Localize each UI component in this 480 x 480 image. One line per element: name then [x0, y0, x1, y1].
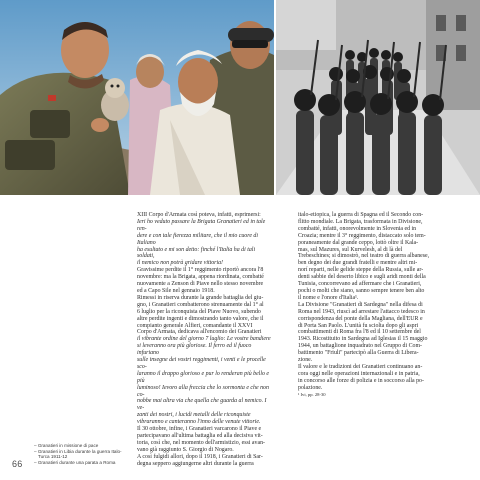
- text-line: dere e con tale fierezza militare, che il mio cuore di Italiano: [137, 232, 258, 246]
- text-line: zione.: [298, 357, 313, 364]
- text-line: zanti dei nostri, i lucidi metalli delle riconquiste: [137, 412, 251, 419]
- text-line: Il valore e le tradizioni dei Granatieri continuano an-: [298, 363, 423, 370]
- text-line: di Porta San Paolo. L'unità fu sciolta dopo gli aspri: [298, 322, 419, 329]
- photo-libya-grenadiers: [276, 0, 480, 195]
- text-line: Croazia; mentre il 3° reggimento, distaccato solo tem-: [298, 232, 426, 239]
- text-line: combattimenti di Roma fra l'8 ed il 10 settembre del: [298, 329, 421, 336]
- text-line: si leveranno ora più gloriose. Il ferro ed il fuoco infuriano: [137, 343, 252, 357]
- text-line: Ieri ho veduto passare la Brigata Granatieri ed in tale ren-: [137, 218, 266, 232]
- text-line: Gravissime perdite il 1° reggimento riportò ancora l'8: [137, 267, 264, 274]
- text-line: polazione.: [298, 384, 323, 391]
- text-line: altre perdite ingenti e dimostrando tanto valore, che il: [137, 315, 264, 322]
- text-line: corrispondenza del ponte della Magliana, dell'EUR e: [298, 315, 423, 322]
- photo-peacekeeping-mission: [0, 0, 274, 195]
- text-line: partecipavano all'ultima battaglia ed alla decisiva vit-: [137, 433, 263, 439]
- text-line: 1944, un battaglione inquadrato nel Gruppo di Com-: [298, 343, 423, 350]
- text-line: Tunisia, concorrevano ad affermare che i Granatieri,: [298, 281, 422, 288]
- text-line: degna seppero aggiungerne altri durante la guerra: [137, 460, 254, 467]
- text-line: norí reparti, nelle gelide steppe della Russia, sulle ar-: [298, 267, 424, 274]
- text-line: XIII Corpo d'Armata così poteva, infatti, esprimersi:: [137, 212, 261, 218]
- text-line: novembre: ma la Brigata, appena riordinata, combatté: [137, 274, 264, 281]
- footnote: ¹ Ivi, pp. 28-30: [298, 391, 326, 397]
- text-line: battimento "Friuli" partecipò alla Guerra di Libera-: [298, 350, 419, 357]
- text-line: Trebeschines; si dimostrò, nel teatro di guerra albanese,: [298, 253, 430, 260]
- text-line: nuovamente a Zenson di Piave nello stesso novembre: [137, 281, 264, 288]
- text-line: il nemico non potrà gridare vittoria!: [137, 260, 224, 267]
- text-line: il vibrante ordine del giorno 7 luglio: Le vostre bandiere: [137, 336, 271, 343]
- text-line: toria, così che, nel momento dell'armistizio, essi avan-: [137, 439, 266, 446]
- text-line: 1943. Ricostituito in Sardegna ad Iglesias il 15 maggio: [298, 336, 428, 343]
- text-line: combatté, infatti, onorevolmente in Slovenia ed in: [298, 225, 417, 232]
- text-line: ben degno dei due grandi fratelli e mentre altri mi-: [298, 260, 418, 267]
- text-line: pochi o molti che siano, sanno sempre tenere ben alto: [298, 287, 425, 294]
- text-line: nobbe mai altra via che quella che guarda al nemico. I ve-: [137, 398, 267, 412]
- caption-line: – Granatieri in Libia durante la guerra Italo-: [34, 448, 122, 454]
- photo-left-image: [0, 0, 274, 195]
- caption-line: – Granatieri durante una parata a Roma: [34, 459, 116, 465]
- text-line: La Divisione "Granatieri di Sardegna" nella difesa di: [298, 301, 423, 308]
- text-line: cora oggi nelle operazioni internazionali e in patria,: [298, 370, 420, 377]
- text-line: denti sabbie del deserto libico e sugli aridi monti della: [298, 274, 426, 281]
- text-line: poraneamente dal grande ceppo, lottò oltre il Kala-: [298, 239, 419, 246]
- text-line: vibraranno e canteranno l'inno delle venute vittorie.: [137, 419, 261, 426]
- text-line: Corpo d'Armata, dedicava all'encomio dei Granatieri: [137, 329, 262, 336]
- text-line: italo-etiopica, la guerra di Spagna ed il Secondo con-: [298, 212, 424, 218]
- caption-line: Turca 1911-12: [38, 454, 68, 460]
- text-line: gno, i Granatieri combatterono strenuamente dal 1° al: [137, 301, 264, 308]
- text-line: luminoso! Ievoro alla freccia che lo sormonta e che non co-: [137, 384, 269, 398]
- text-line: ha esultato e mi son detto: finché l'Italia ha di tali soldati,: [137, 246, 256, 260]
- text-line: il nome e l'onore d'Italia¹.: [298, 294, 359, 301]
- photo-captions: [34, 443, 126, 465]
- text-line: mas, sul Mazures, sul Kurvelesh, al di là del: [298, 246, 403, 253]
- text-line: vano già raggiunto S. Giorgio di Nogaro.: [137, 446, 234, 453]
- text-line: ed a Capo Sile nel gennaio 1918.: [137, 287, 215, 294]
- text-column-middle: [137, 212, 272, 468]
- text-line: 6 luglio per la riconquista del Piave Nuovo, subendo: [137, 308, 261, 315]
- text-line: sulle insegne dei vostri reggimenti, i venti e le procelle sco-: [137, 357, 266, 370]
- text-line: A così fulgidi allori, dopo il 1918, i Granatieri di Sar-: [137, 453, 263, 460]
- text-line: Il 30 ottobre, infine, i Granatieri varcarono il Piave e: [137, 426, 262, 433]
- text-line: Rimessi in riserva durante la grande battaglia del giu-: [137, 294, 264, 301]
- photo-right-image: [276, 0, 480, 195]
- text-line: laranno il drappo glorioso e pur lo renderan più bello e più: [137, 370, 269, 384]
- text-line: in concorso alle forze di polizia e in soccorso alla po-: [298, 377, 424, 384]
- text-column-right: [298, 212, 442, 398]
- page-number: 66: [12, 459, 23, 469]
- text-line: compianto generale Alfieri, comandante il XXVI: [137, 322, 253, 329]
- text-line: Roma nel 1943, riuscì ad arrestare l'attacco tedesco in: [298, 308, 425, 315]
- text-line: flitto mondiale. La Brigata, trasformata in Divisione,: [298, 218, 423, 225]
- caption-line: – Granatieri in missione di pace: [34, 443, 99, 448]
